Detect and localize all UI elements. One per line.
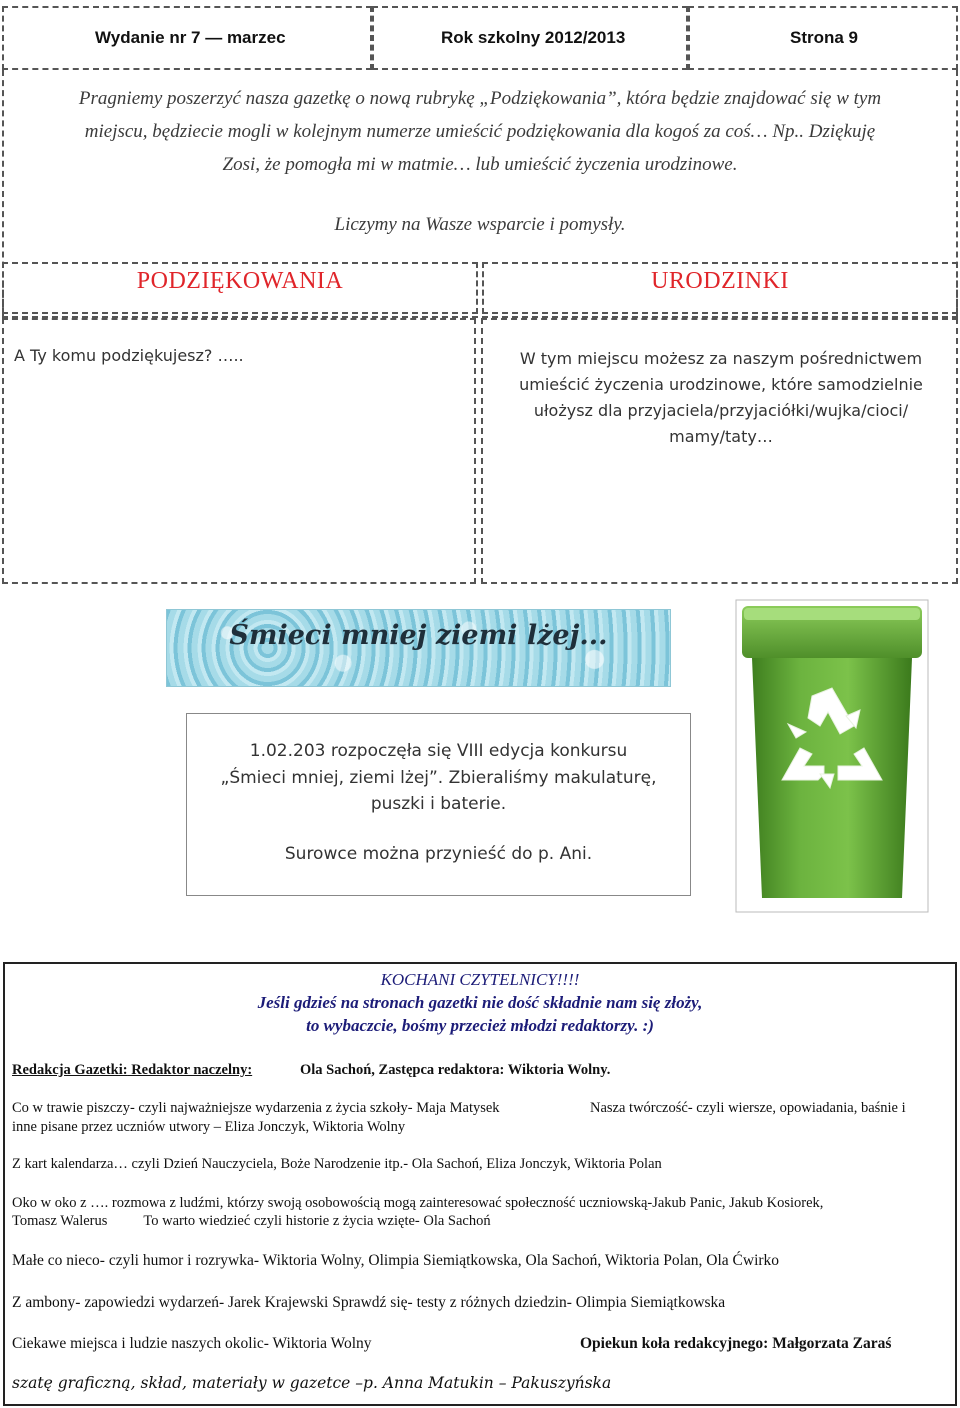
credits-line-4: Małe co nieco- czyli humor i rozrywka- Wiktoria Wolny, Olimpia Siemiątkowska, Ola Sachoń, Wiktoria Polan, Ola Ćwirko xyxy=(12,1252,780,1269)
credits-line-5: Z ambony- zapowiedzi wydarzeń- Jarek Krajewski Sprawdź się- testy z różnych dziedzin- Olimpia Siemiątkowska xyxy=(12,1294,726,1311)
contest-line-2: „Śmieci mniej, ziemi lżej”. Zbieraliśmy makulaturę, xyxy=(220,768,657,788)
editors-names: Ola Sachoń, Zastępca redaktora: Wiktoria Wolny. xyxy=(300,1062,611,1078)
credits-line-3a: Oko w oko z …. rozmowa z ludźmi, którzy swoją osobowością mogą zainteresować społeczność uczniowską-Jakub Panic, Jakub Kosiorek, xyxy=(12,1195,824,1211)
editor-label: Redaktor naczelny: xyxy=(127,1062,253,1078)
intro-support: Liczymy na Wasze wsparcie i pomysły. xyxy=(334,214,626,235)
design-credit-signature: szatę graficzną, skład, materiały w gazetce –p. Anna Matukin – Pakuszyńska xyxy=(12,1374,612,1392)
issue-label: Wydanie nr 7 — marzec xyxy=(95,28,286,47)
editorial-line xyxy=(12,1062,252,1079)
recycle-bin-icon xyxy=(734,598,930,914)
credits-line-2: Z kart kalendarza… czyli Dzień Nauczyciela, Boże Narodzenie itp.- Ola Sachoń, Eliza Jonczyk, Wiktoria Polan xyxy=(12,1156,662,1172)
birthday-text-2: umieścić życzenia urodzinowe, które samodzielnie xyxy=(519,375,923,394)
advisor-line: Opiekun koła redakcyjnego: Małgorzata Zaraś xyxy=(580,1335,892,1352)
redakcja-label: Redakcja Gazetki: xyxy=(12,1062,128,1078)
contest-line-1: 1.02.203 rozpoczęła się VIII edycja konkursu xyxy=(249,741,628,761)
credits-line-1a: Co w trawie piszczy- czyli najważniejsze wydarzenia z życia szkoły- Maja Matysek xyxy=(12,1100,500,1116)
birthday-text-3: ułożysz dla przyjaciela/przyjaciółki/wujka/cioci/ xyxy=(533,401,909,420)
intro-line-2: miejscu, będziecie mogli w kolejnym numerze umieścić podziękowania dla kogoś za coś… Np.. Dziękuję xyxy=(84,121,876,142)
thanks-text: A Ty komu podziękujesz? ….. xyxy=(14,346,244,365)
contest-line-4: Surowce można przynieść do p. Ani. xyxy=(284,844,593,864)
birthday-text-4: mamy/taty… xyxy=(669,427,773,446)
recycling-banner-title: Śmieci mniej ziemi lżej... xyxy=(229,620,608,651)
birthday-title: URODZINKI xyxy=(651,268,789,294)
credits-line-3b: Tomasz Walerus To warto wiedzieć czyli historie z życia wzięte- Ola Sachoń xyxy=(12,1213,491,1229)
intro-line-3: Zosi, że pomogła mi w matmie… lub umieścić życzenia urodzinowe. xyxy=(222,154,738,175)
credits-line-1b: Nasza twórczość- czyli wiersze, opowiadania, baśnie i xyxy=(590,1100,906,1116)
apology-line-2: to wybaczcie, bośmy przecież młodzi redaktorzy. :) xyxy=(306,1016,654,1035)
birthday-text-1: W tym miejscu możesz za naszym pośrednictwem xyxy=(519,349,923,368)
credits-line-1c: inne pisane przez uczniów utwory – Eliza Jonczyk, Wiktoria Wolny xyxy=(12,1119,406,1135)
thanks-title: PODZIĘKOWANIA xyxy=(136,268,344,294)
intro-line-1: Pragniemy poszerzyć nasza gazetkę o nową rubrykę „Podziękowania”, która będzie znajdować się w tym xyxy=(78,88,882,109)
credits-line-6a: Ciekawe miejsca i ludzie naszych okolic- Wiktoria Wolny xyxy=(12,1335,372,1352)
apology-line-1: Jeśli gdzieś na stronach gazetki nie dość składnie nam się złoży, xyxy=(257,993,703,1012)
recycling-banner xyxy=(166,609,671,687)
readers-greeting: KOCHANI CZYTELNICY!!!! xyxy=(380,970,580,989)
school-year-label: Rok szkolny 2012/2013 xyxy=(441,28,626,47)
contest-line-3: puszki i baterie. xyxy=(370,794,507,814)
page-number: Strona 9 xyxy=(790,28,859,47)
